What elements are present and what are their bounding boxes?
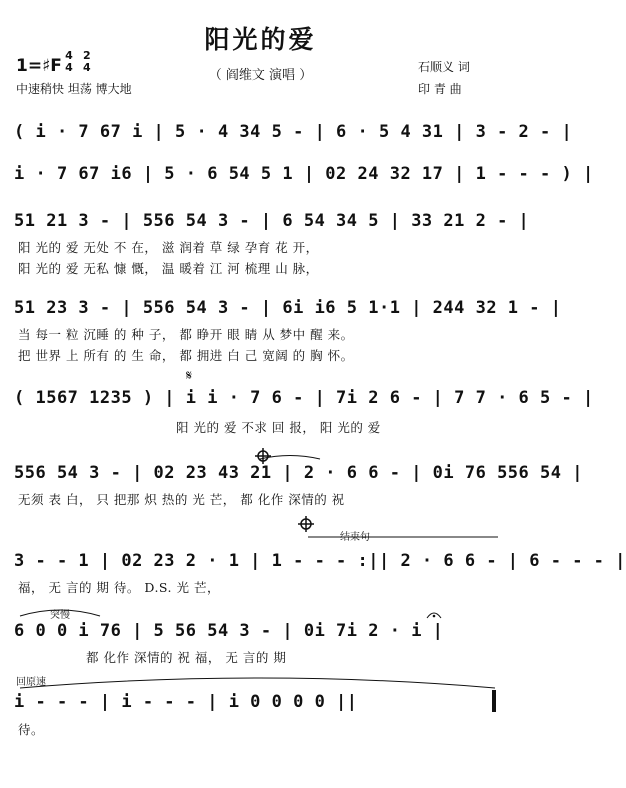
coda-sign <box>255 448 271 464</box>
segno-sign: 𝄋 <box>186 368 193 384</box>
notation-row-7: 3 - - 1 | 02 23 2 · 1 | 1 - - - :|| 2 · 6 6 - | 6 - - - | <box>14 551 626 571</box>
notation-row-1: ( i · 7 67 i | 5 · 4 34 5 - | 6 · 5 4 31 | 3 - 2 - | <box>14 122 573 142</box>
lyric-row-3-verse-1: 阳 光的 爱 无处 不 在， 滋 润着 草 绿 孕育 花 开， <box>18 240 319 255</box>
lyricist-credit: 石顺义 词 <box>418 60 470 74</box>
lyric-row-5: 阳 光的 爱 不求 回 报， 阳 光的 爱 <box>176 420 381 435</box>
key-signature: 1=♯F <box>16 56 62 76</box>
meter-b: 2 4 <box>83 49 91 74</box>
meter-a: 4 4 <box>65 49 73 74</box>
lyric-row-7: 福， 无 言的 期 待。 D.S. 光 芒， <box>18 580 220 595</box>
tempo-mark-sudden-slow: 突慢 <box>50 610 70 621</box>
coda-sign-ending <box>298 516 314 532</box>
notation-row-4: 51 23 3 - | 556 54 3 - | 6i i6 5 1·1 | 244 32 1 - | <box>14 298 562 318</box>
lyric-row-4-verse-2: 把 世界 上 所有 的 生 命， 都 拥进 白 己 宽阔 的 胸 怀。 <box>18 348 354 363</box>
notation-row-2: i · 7 67 i6 | 5 · 6 54 5 1 | 02 24 32 17 | 1 - - - ) | <box>14 164 594 184</box>
notation-row-9: i - - - | i - - - | i 0 0 0 0 || <box>14 692 358 712</box>
composer-credit: 印 青 曲 <box>418 82 462 96</box>
slur <box>20 678 495 688</box>
tempo-mark-original: 回原速 <box>16 677 46 688</box>
tempo-marking: 中速稍快 坦荡 博大地 <box>16 82 132 96</box>
song-title: 阳光的爱 <box>204 25 317 54</box>
lyric-row-9: 待。 <box>18 722 45 737</box>
notation-row-5: ( 1567 1235 ) | i i · 7 6 - | 7i 2 6 - | 7 7 · 6 5 - | <box>14 388 594 408</box>
final-barline <box>492 690 496 712</box>
notation-row-6: 556 54 3 - | 02 23 43 21 | 2 · 6 6 - | 0i 76 556 54 | <box>14 463 583 483</box>
slur <box>20 610 100 616</box>
notation-row-8: 6 0 0 i 76 | 5 56 54 3 - | 0i 7i 2 · i | <box>14 621 444 641</box>
lyric-row-8: 都 化作 深情的 祝 福， 无 言的 期 <box>86 650 287 665</box>
fermata-dot <box>433 615 436 618</box>
lyric-row-4-verse-1: 当 每一 粒 沉睡 的 种 子， 都 睁开 眼 睛 从 梦中 醒 来。 <box>18 327 354 342</box>
lyric-row-6: 无须 表 白， 只 把那 炽 热的 光 芒， 都 化作 深情的 祝 <box>18 492 345 507</box>
lyric-row-3-verse-2: 阳 光的 爱 无私 慷 慨， 温 暖着 江 河 梳理 山 脉， <box>18 261 319 276</box>
performer-credit: （ 阎维文 演唱 ） <box>208 68 313 83</box>
ending-label: 结束句 <box>340 532 370 543</box>
notation-row-3: 51 21 3 - | 556 54 3 - | 6 54 34 5 | 33 21 2 - | <box>14 211 530 231</box>
